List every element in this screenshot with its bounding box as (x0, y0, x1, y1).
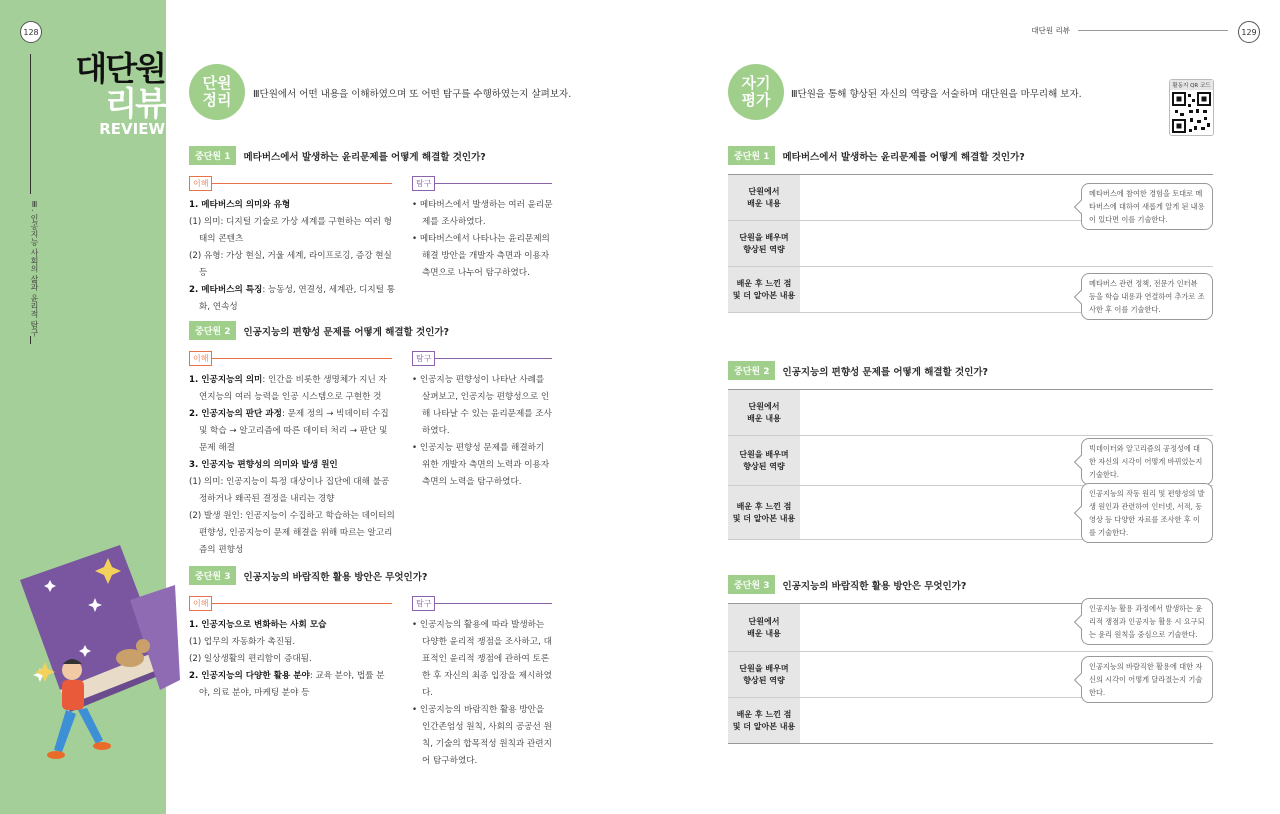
list-item: 2. 인공지능의 판단 과정: 문제 정의 → 빅데이터 수집 및 학습 → 알고리즘에 따른 데이터 처리 → 판단 및 문제 해결 (189, 409, 389, 453)
hint-bubble: 인공지능의 바람직한 활용에 대한 자신의 시각이 어떻게 달라졌는지 기술한다. (1081, 656, 1213, 703)
right-page-header (1031, 25, 1228, 36)
sidebar-unit-label: Ⅲ. 인공지능 사회의 삶과 윤리적 탐구 (30, 200, 39, 337)
hint-bubble: 인공지능의 작동 원리 및 편향성의 발생 원인과 관련하여 인터넷, 서적, 동영상 등 다양한 자료를 조사한 후 이를 기술한다. (1081, 483, 1213, 543)
list-item: • 인공지능의 바람직한 활용 방안을 인간존엄성 원칙, 사회의 공공선 원칙, 기술의 합목적성 원칙과 관련지어 탐구하였다. (412, 705, 552, 766)
qr-code[interactable] (1169, 79, 1214, 136)
understand-label-2: 이해 (189, 351, 392, 366)
section-badge: 중단원 2 (189, 321, 236, 340)
eval-row-competency: 단원을 배우며 향상된 역량 인공지능의 바람직한 활용에 대한 자신의 시각이 어떻게 달라졌는지 기술한다. (728, 652, 1213, 698)
summary-section-3-header (189, 566, 427, 585)
inquiry-list-3 (412, 617, 554, 770)
eval-row-competency: 단원을 배우며 향상된 역량 빅데이터와 알고리즘의 공정성에 대한 자신의 시각이 어떻게 바뀌었는지 기술한다. (728, 436, 1213, 486)
inquiry-list-2 (412, 372, 554, 491)
section-badge: 중단원 1 (728, 146, 775, 165)
hint-bubble: 인공지능 활용 과정에서 발생하는 윤리적 쟁점과 인공지능 활용 시 요구되는 윤리 원칙을 중심으로 기술한다. (1081, 598, 1213, 645)
summary-section-2-header (189, 321, 449, 340)
list-item: • 인공지능 편향성 문제를 해결하기 위한 개발자 측면의 노력과 이용자 측면의 노력을 탐구하였다. (412, 443, 550, 487)
inquiry-list-1 (412, 197, 554, 282)
list-item: (1) 업무의 자동화가 촉진됨. (189, 637, 296, 647)
summary-intro: Ⅲ단원에서 어떤 내용을 이해하였으며 또 어떤 탐구를 수행하였는지 살펴보자. (253, 89, 572, 100)
eval-row-reflection: 배운 후 느낀 점 및 더 알아본 내용 인공지능의 작동 원리 및 편향성의 발생 원인과 관련하여 인터넷, 서적, 동영상 등 다양한 자료를 조사한 후 이를 기술한다. (728, 486, 1213, 540)
understand-list-1 (189, 197, 395, 316)
answer-field[interactable] (800, 698, 1213, 743)
eval-section-1-header (728, 146, 1025, 165)
page-number-left: 128 (20, 21, 42, 43)
eval-row-reflection: 배운 후 느낀 점 및 더 알아본 내용 (728, 698, 1213, 744)
page-number-right: 129 (1238, 21, 1260, 43)
eval-table-2 (728, 389, 1213, 540)
section-question: 인공지능의 바람직한 활용 방안은 무엇인가? (243, 571, 428, 583)
understand-label-3: 이해 (189, 596, 392, 611)
list-item: 1. 메타버스의 의미와 유형 (189, 200, 291, 210)
summary-section-1-header (189, 146, 486, 165)
list-item: 1. 인공지능의 의미: 인간을 비롯한 생명체가 지닌 자연지능의 여러 능력을 인공 시스템으로 구현한 것 (189, 375, 387, 402)
summary-circle: 단원 정리 (189, 64, 245, 120)
answer-field[interactable] (800, 390, 1213, 435)
qr-code-icon (1170, 90, 1213, 135)
section-badge: 중단원 2 (728, 361, 775, 380)
eval-row-learned: 단원에서 배운 내용 메타버스에 참여한 경험을 토대로 메타버스에 대하여 새롭게 알게 된 내용이 있다면 이를 기술한다. (728, 175, 1213, 221)
list-item: (2) 발생 원인: 인공지능이 수집하고 학습하는 데이터의 편향성, 인공지능이 문제 해결을 위해 따르는 알고리즘의 편향성 (189, 511, 395, 555)
list-item: 3. 인공지능 편향성의 의미와 발생 원인 (189, 460, 338, 470)
inquiry-label-2: 탐구 (412, 351, 552, 366)
eval-section-3-header (728, 575, 966, 594)
header-rule (1078, 30, 1228, 31)
sidebar-divider-bottom (30, 336, 31, 344)
list-item: • 인공지능 편향성이 나타난 사례를 살펴보고, 인공지능 편향성으로 인해 나타날 수 있는 윤리문제를 조사하였다. (412, 375, 552, 436)
title-line-2: 리뷰 (105, 84, 165, 123)
header-label: 대단원 리뷰 (1031, 26, 1070, 35)
section-question: 메타버스에서 발생하는 윤리문제를 어떻게 해결할 것인가? (782, 151, 1025, 163)
title-line-1: 대단원 (75, 49, 165, 88)
list-item: 2. 인공지능의 다양한 활용 분야: 교육 분야, 법률 분야, 의료 분야, 마케팅 분야 등 (189, 671, 385, 698)
answer-field[interactable] (800, 436, 1213, 485)
eval-row-competency: 단원을 배우며 향상된 역량 (728, 221, 1213, 267)
inquiry-label-3: 탐구 (412, 596, 552, 611)
eval-table-3 (728, 603, 1213, 744)
list-item: (1) 의미: 인공지능이 특정 대상이나 집단에 대해 불공정하거나 왜곡된 결정을 내리는 경향 (189, 477, 390, 504)
answer-field[interactable] (800, 652, 1213, 697)
answer-field[interactable] (800, 221, 1213, 266)
answer-field[interactable] (800, 175, 1213, 224)
list-item: • 메타버스에서 나타나는 윤리문제의 해결 방안을 개발자 측면과 이용자 측면으로 나누어 탐구하였다. (412, 234, 550, 278)
self-eval-circle: 자기 평가 (728, 64, 784, 120)
answer-field[interactable] (800, 604, 1213, 651)
list-item: • 인공지능의 활용에 따라 발생하는 다양한 윤리적 쟁점을 조사하고, 대표적인 윤리적 쟁점에 관하여 토론한 후 자신의 최종 입장을 제시하였다. (412, 620, 552, 698)
list-item: (2) 유형: 가상 현실, 거울 세계, 라이프로깅, 증강 현실 등 (189, 251, 392, 278)
hint-bubble: 빅데이터와 알고리즘의 공정성에 대한 자신의 시각이 어떻게 바뀌었는지 기술한다. (1081, 438, 1213, 485)
list-item: 1. 인공지능으로 변화하는 사회 모습 (189, 620, 327, 630)
eval-row-learned: 단원에서 배운 내용 (728, 390, 1213, 436)
sidebar-divider-top (30, 54, 31, 194)
section-question: 인공지능의 바람직한 활용 방안은 무엇인가? (782, 580, 967, 592)
list-item: (1) 의미: 디지털 기술로 가상 세계를 구현하는 여러 형태의 콘텐츠 (189, 217, 392, 244)
self-eval-intro: Ⅲ단원을 통해 향상된 자신의 역량을 서술하며 대단원을 마무리해 보자. (791, 89, 1082, 100)
answer-field[interactable] (800, 486, 1213, 539)
section-question: 인공지능의 편향성 문제를 어떻게 해결할 것인가? (782, 366, 989, 378)
eval-section-2-header (728, 361, 988, 380)
eval-row-learned: 단원에서 배운 내용 인공지능 활용 과정에서 발생하는 윤리적 쟁점과 인공지능 활용 시 요구되는 윤리 원칙을 중심으로 기술한다. (728, 604, 1213, 652)
unit-review-title (70, 49, 165, 138)
inquiry-label-1: 탐구 (412, 176, 552, 191)
qr-label: 활동지 QR 코드 (1170, 80, 1213, 90)
list-item: • 메타버스에서 발생하는 여러 윤리문제를 조사하였다. (412, 200, 553, 227)
understand-label-1: 이해 (189, 176, 392, 191)
understand-list-3 (189, 617, 395, 702)
hint-bubble: 메타버스에 참여한 경험을 토대로 메타버스에 대하여 새롭게 알게 된 내용이 있다면 이를 기술한다. (1081, 183, 1213, 230)
eval-row-reflection: 배운 후 느낀 점 및 더 알아본 내용 메타버스 관련 정책, 전문가 인터뷰 등을 학습 내용과 연결하여 추가로 조사한 후 이를 기술한다. (728, 267, 1213, 313)
section-badge: 중단원 3 (728, 575, 775, 594)
section-badge: 중단원 1 (189, 146, 236, 165)
eval-table-1 (728, 174, 1213, 313)
answer-field[interactable] (800, 267, 1213, 312)
section-question: 인공지능의 편향성 문제를 어떻게 해결할 것인가? (243, 326, 450, 338)
list-item: 2. 메타버스의 특징: 능동성, 연결성, 세계관, 디지털 통화, 연속성 (189, 285, 396, 312)
understand-list-2 (189, 372, 395, 559)
title-english: REVIEW (99, 120, 165, 138)
list-item: (2) 일상생활의 편리함이 증대됨. (189, 654, 312, 664)
section-badge: 중단원 3 (189, 566, 236, 585)
book-illustration (10, 540, 180, 780)
section-question: 메타버스에서 발생하는 윤리문제를 어떻게 해결할 것인가? (243, 151, 486, 163)
hint-bubble: 메타버스 관련 정책, 전문가 인터뷰 등을 학습 내용과 연결하여 추가로 조사한 후 이를 기술한다. (1081, 273, 1213, 320)
